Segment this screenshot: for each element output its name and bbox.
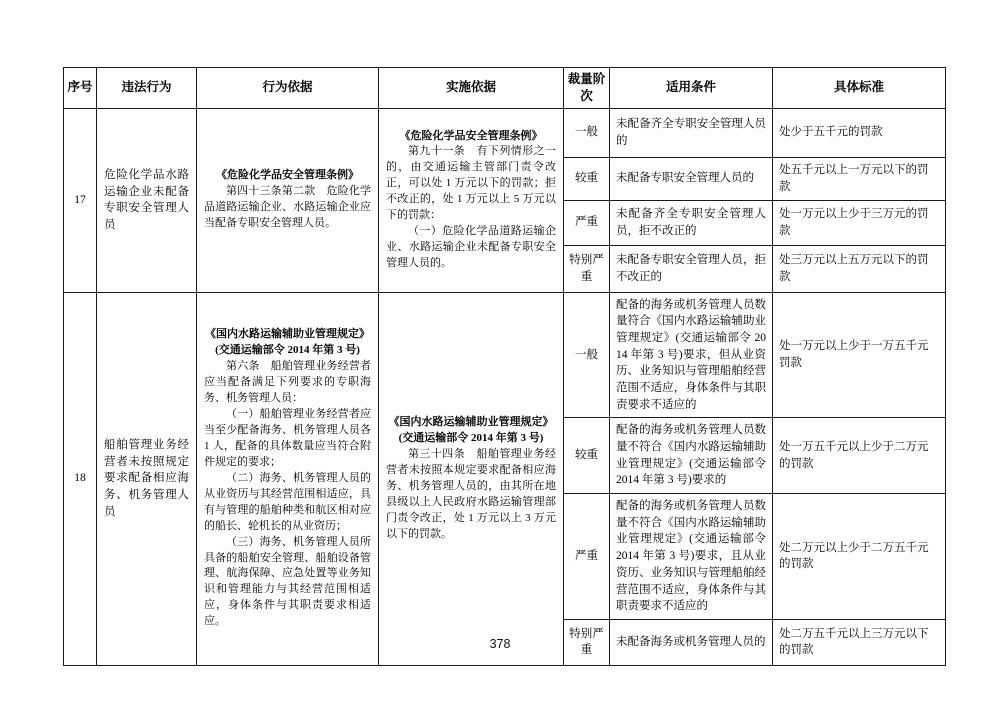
- tier-level-cell: 特别严重: [564, 619, 610, 665]
- condition-cell: 配备的海务或机务管理人员数量符合《国内水路运输辅助业管理规定》(交通运输部令 2014 年第 3 号)要求，但从业资历、业务知识与管理船舶经营范围不适应，身体条件与其职责要求不适应的: [610, 292, 773, 418]
- tier-level-cell: 严重: [564, 200, 610, 245]
- header-serial: 序号: [64, 68, 97, 109]
- tier-level-cell: 较重: [564, 157, 610, 200]
- condition-cell: 未配备专职安全管理人员，拒不改正的: [610, 245, 773, 292]
- standard-cell: 处二万元以上少于二万五千元的罚款: [773, 494, 946, 620]
- header-behavior-basis: 行为依据: [197, 68, 379, 109]
- behavior-basis-paragraph: （三）海务、机务管理人员所具备的船舶安全管理、船舶设备管理、航海保障、应急处置等业务知识和管理能力与其经营范围相适应，身体条件与其职责要求相适应。: [204, 535, 371, 628]
- serial-cell-18: 18: [64, 292, 97, 665]
- header-discretion-tier: 裁量阶次: [564, 68, 610, 109]
- standard-cell: 处一万元以上少于三万元的罚款: [773, 200, 946, 245]
- standard-cell: 处五千元以上一万元以下的罚款: [773, 157, 946, 200]
- implementation-basis-title: 《危险化学品安全管理条例》: [399, 129, 543, 142]
- header-violation: 违法行为: [97, 68, 197, 109]
- standard-cell: 处一万五千元以上少于二万元的罚款: [773, 418, 946, 494]
- tier-level-cell: 一般: [564, 292, 610, 418]
- condition-cell: 未配备海务或机务管理人员的: [610, 619, 773, 665]
- condition-cell: 未配备齐全专职安全管理人员，拒不改正的: [610, 200, 773, 245]
- behavior-basis-title: 《危险化学品安全管理条例》: [216, 169, 359, 182]
- implementation-basis-title: 《国内水路运输辅助业管理规定》(交通运输部令 2014 年第 3 号): [388, 416, 554, 444]
- header-specific-standard: 具体标准: [773, 68, 946, 109]
- condition-cell: 配备的海务或机务管理人员数量不符合《国内水路运输辅助业管理规定》(交通运输部令 2014 年第 3 号)要求的: [610, 418, 773, 494]
- behavior-basis-title: 《国内水路运输辅助业管理规定》(交通运输部令 2014 年第 3 号): [205, 328, 370, 357]
- tier-level-cell: 较重: [564, 418, 610, 494]
- implementation-basis-paragraph: 第九十一条 有下列情形之一的，由交通运输主管部门责令改正，可以处 1 万元以下的罚款；拒不改正的，处 1 万元以上 5 万元以下的罚款：: [386, 145, 556, 222]
- condition-cell: 配备的海务或机务管理人员数量不符合《国内水路运输辅助业管理规定》(交通运输部令 2014 年第 3 号)要求，且从业资历、业务知识与管理船舶经营范围不适应，身体条件与其职责要求不适应的: [610, 494, 773, 620]
- standard-cell: 处少于五千元的罚款: [773, 108, 946, 157]
- implementation-basis-cell-18: [379, 292, 564, 665]
- behavior-basis-paragraph: 第六条 船舶管理业务经营者应当配备满足下列要求的专职海务、机务管理人员：: [204, 360, 371, 405]
- implementation-basis-paragraph: （一）危险化学品道路运输企业、水路运输企业未配备专职安全管理人员的。: [386, 225, 556, 270]
- behavior-basis-paragraph: 第四十三条第二款 危险化学品道路运输企业、水路运输企业应当配备专职安全管理人员。: [204, 185, 371, 230]
- condition-cell: 未配备专职安全管理人员的: [610, 157, 773, 200]
- condition-cell: 未配备齐全专职安全管理人员的: [610, 108, 773, 157]
- behavior-basis-paragraph: （一）船舶管理业务经营者应当至少配备海务、机务管理人员各 1 人，配备的具体数量应当符合附件规定的要求；: [204, 408, 371, 468]
- implementation-basis-paragraph: 第三十四条 船舶管理业务经营者未按照本规定要求配备相应海务、机务管理人员的，由其所在地县级以上人民政府水路运输管理部门责令改正，处 1 万元以上 3 万元以下的罚款。: [386, 447, 556, 540]
- table-row: [64, 108, 946, 157]
- page-number: 378: [489, 637, 511, 651]
- serial-cell-17: 17: [64, 108, 97, 292]
- tier-level-cell: 特别严重: [564, 245, 610, 292]
- header-applicable-condition: 适用条件: [610, 68, 773, 109]
- penalty-discretion-table: [63, 67, 946, 666]
- standard-cell: 处三万元以上五万元以下的罚款: [773, 245, 946, 292]
- tier-level-cell: 一般: [564, 108, 610, 157]
- header-implementation-basis: 实施依据: [379, 68, 564, 109]
- tier-level-cell: 严重: [564, 494, 610, 620]
- behavior-basis-cell-17: [197, 108, 379, 292]
- behavior-basis-cell-18: [197, 292, 379, 665]
- standard-cell: 处二万五千元以上三万元以下的罚款: [773, 619, 946, 665]
- violation-cell-18: 船舶管理业务经营者未按照规定要求配备相应海务、机务管理人员: [97, 292, 197, 665]
- standard-cell: 处一万元以上少于一万五千元罚款: [773, 292, 946, 418]
- implementation-basis-cell-17: [379, 108, 564, 292]
- table-row: [64, 292, 946, 418]
- violation-cell-17: 危险化学品水路运输企业未配备专职安全管理人员: [97, 108, 197, 292]
- behavior-basis-paragraph: （二）海务、机务管理人员的从业资历与其经营范围相适应，具有与管理的船舶种类和航区相对应的船长、轮机长的从业资历；: [204, 471, 371, 532]
- table-header-row: [64, 68, 946, 109]
